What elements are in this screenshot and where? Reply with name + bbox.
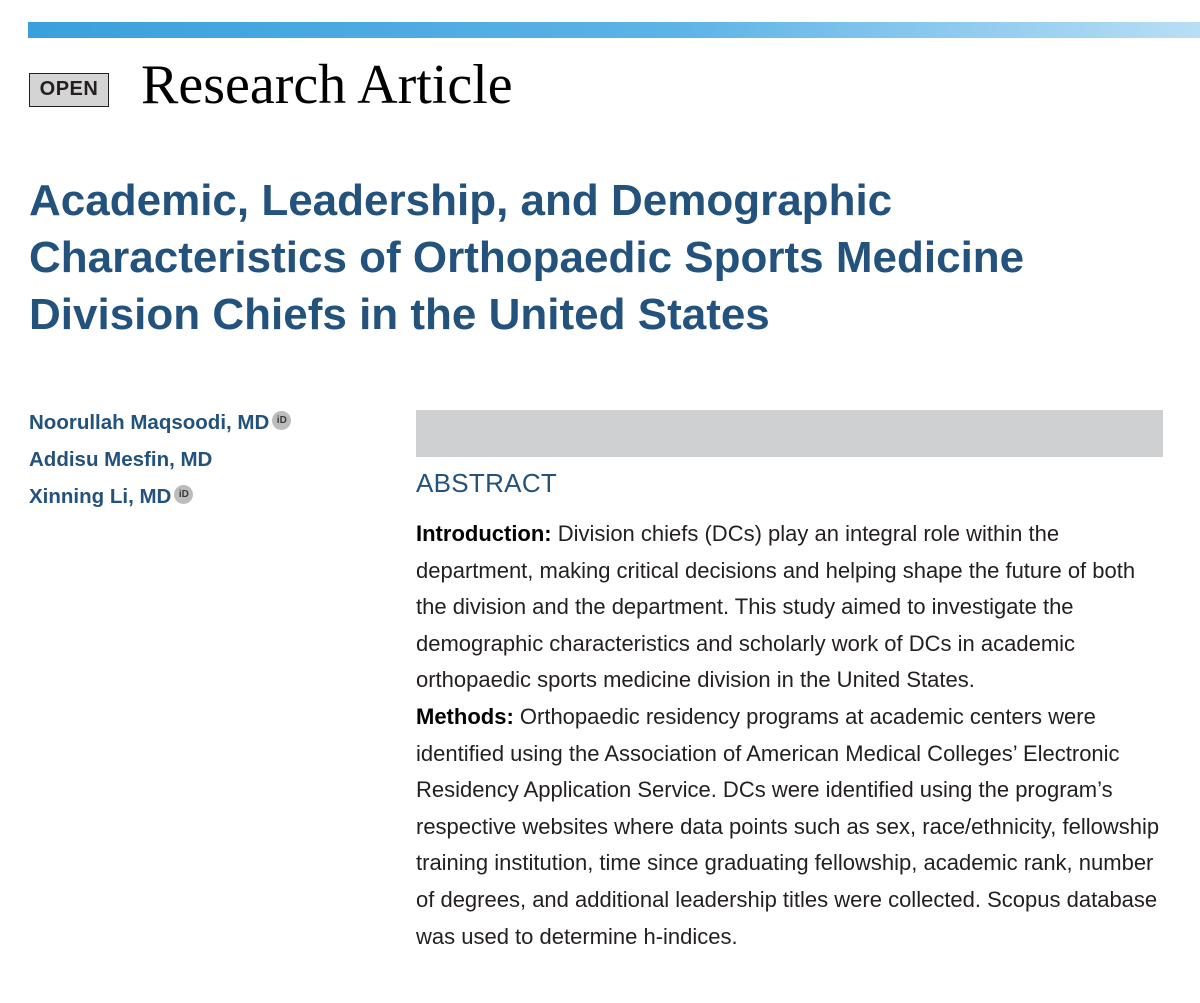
section-label: Introduction: [416,521,552,546]
abstract-header-bar [416,410,1163,457]
open-access-badge: OPEN [29,73,109,107]
author-item [29,441,389,478]
abstract-section-methods [416,699,1168,955]
article-type-heading: Research Article [141,54,513,116]
abstract-body [416,516,1168,955]
author-item [29,478,389,515]
article-title: Academic, Leadership, and Demographic Characteristics of Orthopaedic Sports Medicine Division Chiefs in the United States [29,176,1025,339]
author-item [29,404,389,441]
abstract-section-introduction [416,516,1168,699]
abstract-heading: ABSTRACT [416,468,558,498]
top-accent-bar [28,22,1200,38]
author-name[interactable]: Xinning Li, MD [29,484,172,508]
author-name[interactable]: Addisu Mesfin, MD [29,447,213,471]
author-name[interactable]: Noorullah Maqsoodi, MD [29,410,270,434]
section-text: Division chiefs (DCs) play an integral role within the department, making critical decisions and helping shape the future of both the division and the department. This study aimed to investigate the demographic characteristics and scholarly work of DCs in academic orthopaedic sports medicine division in the United States. [416,521,1136,693]
orcid-icon[interactable]: iD [174,485,193,504]
author-list [29,404,389,515]
section-label: Methods: [416,703,514,729]
section-text: Orthopaedic residency programs at academic centers were identified using the Association of American Medical Colleges’ Electronic Residency Application Service. DCs were identified using the program’s respective websites where data points such as sex, race/ethnicity, fellowship training institution, time since graduating fellowship, academic rank, number of degrees, and additional leadership titles were collected. Scopus database was used to determine h-indices. [416,703,1160,949]
orcid-icon[interactable]: iD [272,411,291,430]
